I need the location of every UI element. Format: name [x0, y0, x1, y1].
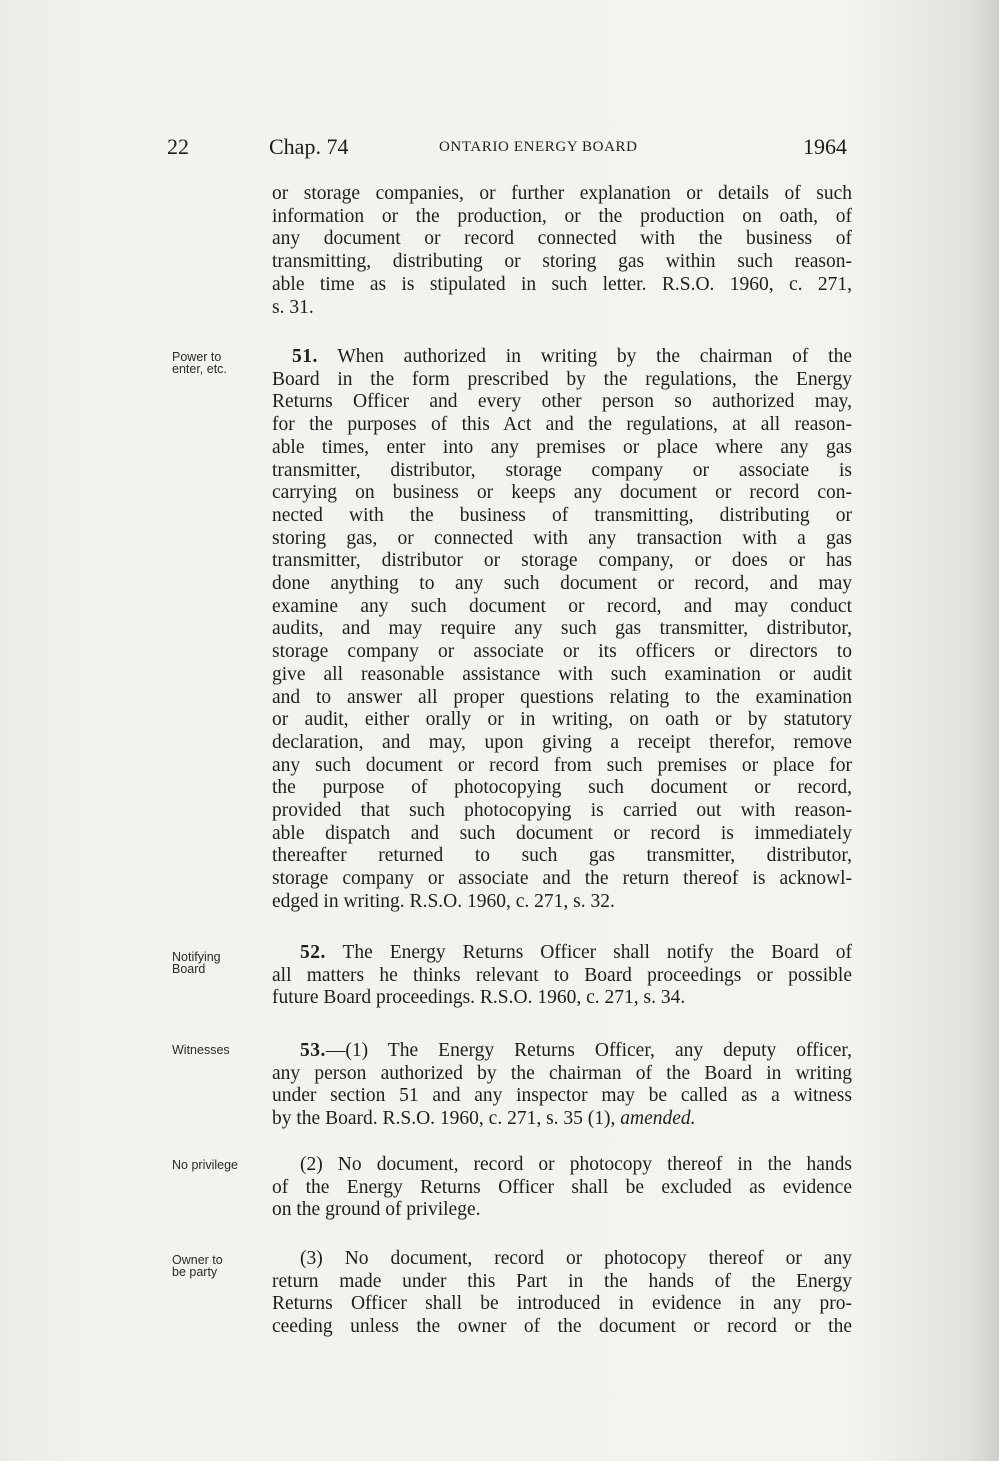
text-line: give all reasonable assistance with such examination or audit: [272, 663, 852, 685]
text-line: s. 31.: [272, 296, 314, 318]
text-line: [272, 942, 852, 965]
running-header: [167, 134, 847, 168]
margin-note-owner-to-be-party: [172, 1254, 272, 1278]
text-line: examine any such document or record, and may conduct: [272, 595, 852, 617]
text-line: transmitter, distributor or storage company, or does or has: [272, 550, 852, 572]
text-line: done anything to any such document or record, and may: [272, 573, 852, 595]
text-line: any such document or record from such premises or place for: [272, 754, 852, 776]
text-line: all matters he thinks relevant to Board proceedings or possible: [272, 964, 852, 986]
text-line: under section 51 and any inspector may be called as a witness: [272, 1085, 852, 1107]
margin-note-line: Witnesses: [172, 1043, 230, 1057]
margin-note-no-privilege: [172, 1159, 272, 1171]
section-52: [272, 942, 852, 1010]
text-line: audits, and may require any such gas transmitter, distributor,: [272, 618, 852, 640]
header-year: 1964: [803, 134, 847, 159]
text-line: storing gas, or connected with any transaction with a gas: [272, 527, 852, 549]
margin-note-line: Owner to: [172, 1253, 223, 1267]
margin-note-line: be party: [172, 1265, 218, 1279]
text-line: transmitter, distributor, storage company or associate is: [272, 459, 852, 481]
margin-note-line: Board: [172, 962, 206, 976]
text-line: transmitting, distributing or storing gas within such reason-: [272, 251, 852, 273]
text-line: declaration, and may, upon giving a receipt therefor, remove: [272, 731, 852, 753]
text-line: Board in the form prescribed by the regulations, the Energy: [272, 368, 852, 390]
text-line: and to answer all proper questions relating to the examination: [272, 686, 852, 708]
section-text: When authorized in writing by the chairman of the: [337, 346, 852, 367]
header-title: ONTARIO ENERGY BOARD: [439, 139, 638, 155]
text-line: Returns Officer shall be introduced in evidence in any pro-: [272, 1293, 852, 1315]
section-number: 52.: [300, 942, 326, 963]
text-line: on the ground of privilege.: [272, 1199, 481, 1221]
continuation-paragraph: [272, 183, 852, 319]
text-line: any person authorized by the chairman of the Board in writing: [272, 1062, 852, 1084]
text-line: [272, 1108, 852, 1131]
margin-note-line: Notifying: [172, 950, 221, 964]
subsection-3: [272, 1248, 852, 1339]
text-line: [272, 1040, 852, 1063]
section-text: —(1) The Energy Returns Officer, any deputy officer,: [325, 1040, 852, 1061]
text-line: provided that such photocopying is carried out with reason-: [272, 800, 852, 822]
text-line: for the purposes of this Act and the regulations, at all reason-: [272, 414, 852, 436]
section-53: [272, 1040, 852, 1131]
text-line: thereafter returned to such gas transmitter, distributor,: [272, 845, 852, 867]
section-text: The Energy Returns Officer shall notify the Board of: [342, 942, 852, 963]
text-line: [272, 346, 852, 369]
text-line: storage company or associate or its officers or directors to: [272, 641, 852, 663]
text-line: able times, enter into any premises or place where any gas: [272, 436, 852, 458]
subsection-2: [272, 1154, 852, 1222]
margin-note-line: Power to: [172, 350, 222, 364]
margin-note-line: enter, etc.: [172, 362, 227, 376]
section-number: 51.: [292, 346, 318, 367]
text-line: able time as is stipulated in such letter. R.S.O. 1960, c. 271,: [272, 273, 852, 295]
text-line: information or the production, or the production on oath, of: [272, 205, 852, 227]
text-line: of the Energy Returns Officer shall be excluded as evidence: [272, 1176, 852, 1198]
text-line: (2) No document, record or photocopy thereof in the hands: [300, 1154, 852, 1175]
text-line: edged in writing. R.S.O. 1960, c. 271, s. 32.: [272, 890, 615, 912]
text-line: carrying on business or keeps any document or record con-: [272, 482, 852, 504]
margin-note-power-to-enter: [172, 351, 272, 375]
text-line: Returns Officer and every other person so authorized may,: [272, 391, 852, 413]
amended-note: amended.: [620, 1108, 696, 1130]
margin-note-line: No privilege: [172, 1158, 239, 1172]
page-number: 22: [167, 134, 189, 159]
section-text: by the Board. R.S.O. 1960, c. 271, s. 35 (1),: [272, 1108, 616, 1130]
text-line: return made under this Part in the hands of the Energy: [272, 1270, 852, 1292]
margin-note-witnesses: [172, 1044, 272, 1056]
text-line: able dispatch and such document or record is immediately: [272, 822, 852, 844]
text-line: storage company or associate and the return thereof is acknowl-: [272, 868, 852, 890]
text-line: any document or record connected with the business of: [272, 228, 852, 250]
chapter-label: Chap. 74: [269, 134, 349, 159]
text-line: (3) No document, record or photocopy thereof or any: [300, 1248, 852, 1269]
text-line: or storage companies, or further explanation or details of such: [272, 183, 852, 204]
text-line: nected with the business of transmitting, distributing or: [272, 504, 852, 526]
margin-note-notifying-board: [172, 951, 272, 975]
text-line: or audit, either orally or in writing, on oath or by statutory: [272, 709, 852, 731]
text-line: ceeding unless the owner of the document or record or the: [272, 1316, 852, 1338]
section-51: [272, 346, 852, 914]
text-line: the purpose of photocopying such document or record,: [272, 777, 852, 799]
section-number: 53.: [300, 1040, 326, 1061]
text-line: future Board proceedings. R.S.O. 1960, c. 271, s. 34.: [272, 987, 686, 1009]
